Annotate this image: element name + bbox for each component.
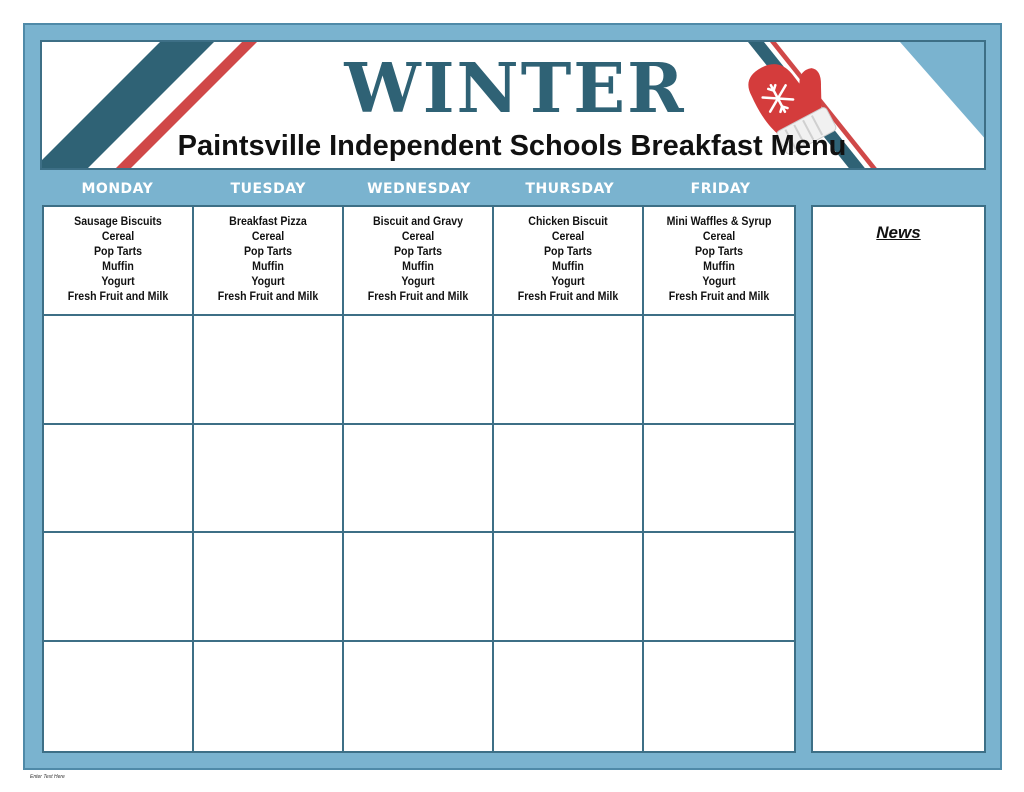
menu-item: Muffin	[102, 261, 134, 273]
weekday-wednesday: WEDNESDAY	[367, 181, 471, 197]
menu-item: Pop Tarts	[93, 246, 143, 258]
menu-item: Yogurt	[251, 276, 285, 288]
banner-title: WINTER	[344, 49, 686, 129]
menu-cell	[194, 316, 344, 425]
menu-cell	[494, 642, 644, 751]
menu-item: Cereal	[251, 231, 285, 243]
menu-item: Fresh Fruit and Milk	[217, 291, 319, 303]
news-title: News	[876, 223, 921, 242]
weekday-friday: FRIDAY	[690, 181, 751, 197]
menu-cell	[194, 533, 344, 642]
menu-cell	[494, 207, 644, 316]
menu-item: Breakfast Pizza	[229, 216, 307, 228]
menu-cell	[44, 207, 194, 316]
menu-item: Fresh Fruit and Milk	[517, 291, 619, 303]
menu-item: Muffin	[252, 261, 284, 273]
menu-cell	[194, 425, 344, 534]
menu-cell	[44, 316, 194, 425]
menu-item: Fresh Fruit and Milk	[67, 291, 169, 303]
menu-item: Pop Tarts	[243, 246, 293, 258]
menu-item: Yogurt	[702, 276, 736, 288]
menu-cell	[344, 316, 494, 425]
menu-cell	[644, 316, 794, 425]
menu-cell	[44, 425, 194, 534]
menu-cell	[494, 425, 644, 534]
menu-item: Muffin	[402, 261, 434, 273]
footer-placeholder-text[interactable]: Enter Text Here	[30, 774, 65, 780]
menu-cell	[644, 207, 794, 316]
menu-cell	[194, 207, 344, 316]
menu-item: Fresh Fruit and Milk	[668, 291, 770, 303]
menu-item: Cereal	[401, 231, 435, 243]
menu-item: Biscuit and Gravy	[373, 216, 463, 228]
menu-item: Fresh Fruit and Milk	[367, 291, 469, 303]
menu-cell	[44, 533, 194, 642]
weekday-header-row	[42, 178, 796, 200]
menu-item: Muffin	[552, 261, 584, 273]
menu-item: Yogurt	[101, 276, 135, 288]
menu-cell	[494, 533, 644, 642]
menu-item: Cereal	[551, 231, 585, 243]
menu-item: Chicken Biscuit	[528, 216, 608, 228]
news-panel	[811, 205, 986, 753]
menu-item: Pop Tarts	[543, 246, 593, 258]
menu-item: Pop Tarts	[694, 246, 744, 258]
menu-item: Sausage Biscuits	[74, 216, 162, 228]
menu-item: Yogurt	[551, 276, 585, 288]
menu-item: Pop Tarts	[393, 246, 443, 258]
menu-cell	[44, 642, 194, 751]
weekday-thursday: THURSDAY	[525, 181, 615, 197]
menu-item: Cereal	[702, 231, 736, 243]
weekday-tuesday: TUESDAY	[230, 181, 306, 197]
banner-subtitle: Paintsville Independent Schools Breakfast Menu	[177, 130, 847, 162]
menu-cell	[344, 642, 494, 751]
weekday-monday: MONDAY	[81, 181, 154, 197]
menu-cell	[344, 425, 494, 534]
menu-cell	[644, 642, 794, 751]
menu-item: Yogurt	[401, 276, 435, 288]
menu-cell	[644, 533, 794, 642]
menu-cell	[344, 533, 494, 642]
menu-cell	[344, 207, 494, 316]
menu-cell	[644, 425, 794, 534]
menu-calendar-grid	[42, 205, 796, 753]
menu-item: Mini Waffles & Syrup	[666, 216, 772, 228]
menu-cell	[194, 642, 344, 751]
menu-cell	[494, 316, 644, 425]
menu-item: Cereal	[101, 231, 135, 243]
menu-item: Muffin	[703, 261, 735, 273]
